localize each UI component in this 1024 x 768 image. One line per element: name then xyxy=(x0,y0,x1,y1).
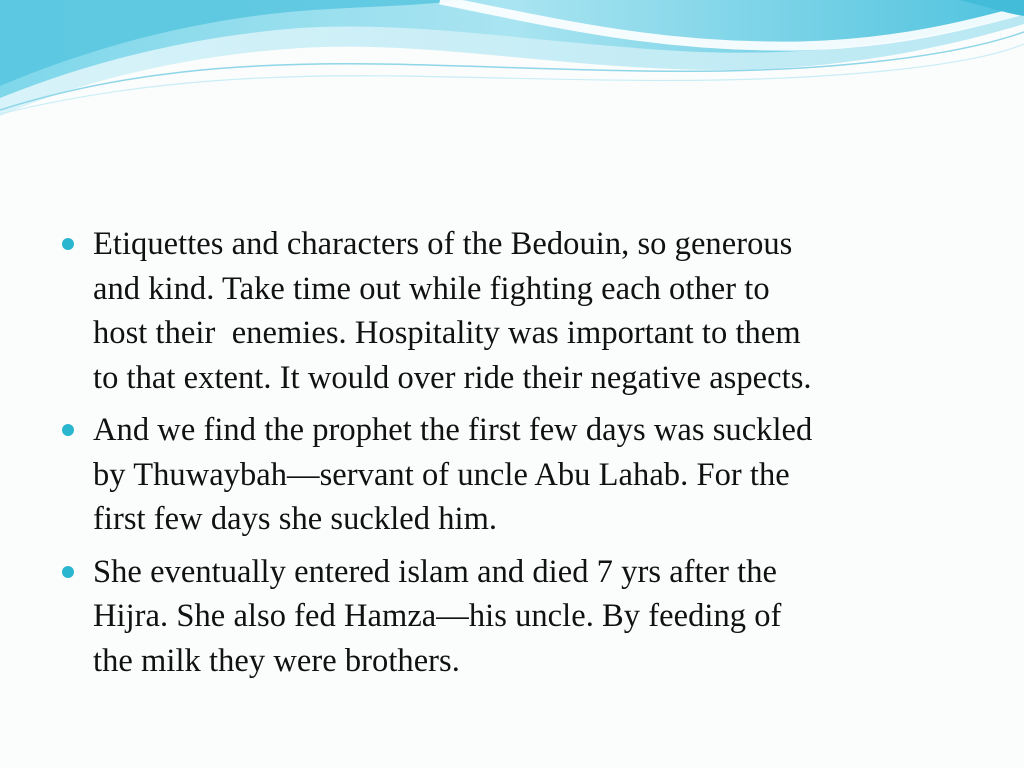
bullet-item-1 xyxy=(60,222,980,400)
bullet-item-3 xyxy=(60,550,980,684)
bullet-dot xyxy=(62,566,74,578)
bullet-list xyxy=(60,222,980,691)
bullet-text xyxy=(93,222,980,400)
text-line: Hijra. She also fed Hamza—his uncle. By feeding of xyxy=(93,598,782,634)
text-line: and kind. Take time out while fighting each other to xyxy=(93,270,770,307)
bullet-dot xyxy=(62,424,74,436)
bullet-item-2 xyxy=(60,408,980,542)
text-line: to that extent. It would over ride their negative aspects. xyxy=(93,359,812,396)
text-line: Etiquettes and characters of the Bedouin, so generous xyxy=(93,226,793,262)
text-line: the milk they were brothers. xyxy=(93,642,460,679)
text-line: by Thuwaybah—servant of uncle Abu Lahab. For the xyxy=(93,456,790,493)
text-line: She eventually entered islam and died 7 yrs after the xyxy=(93,553,778,590)
bullet-text xyxy=(93,408,980,542)
text-line: first few days she suckled him. xyxy=(93,501,498,537)
wave-header-graphic xyxy=(0,0,1024,130)
text-line: And we find the prophet the first few days was suckled xyxy=(93,412,813,448)
bullet-dot xyxy=(62,238,74,250)
text-line: host their enemies. Hospitality was important to them xyxy=(93,315,801,351)
bullet-text xyxy=(93,550,980,684)
